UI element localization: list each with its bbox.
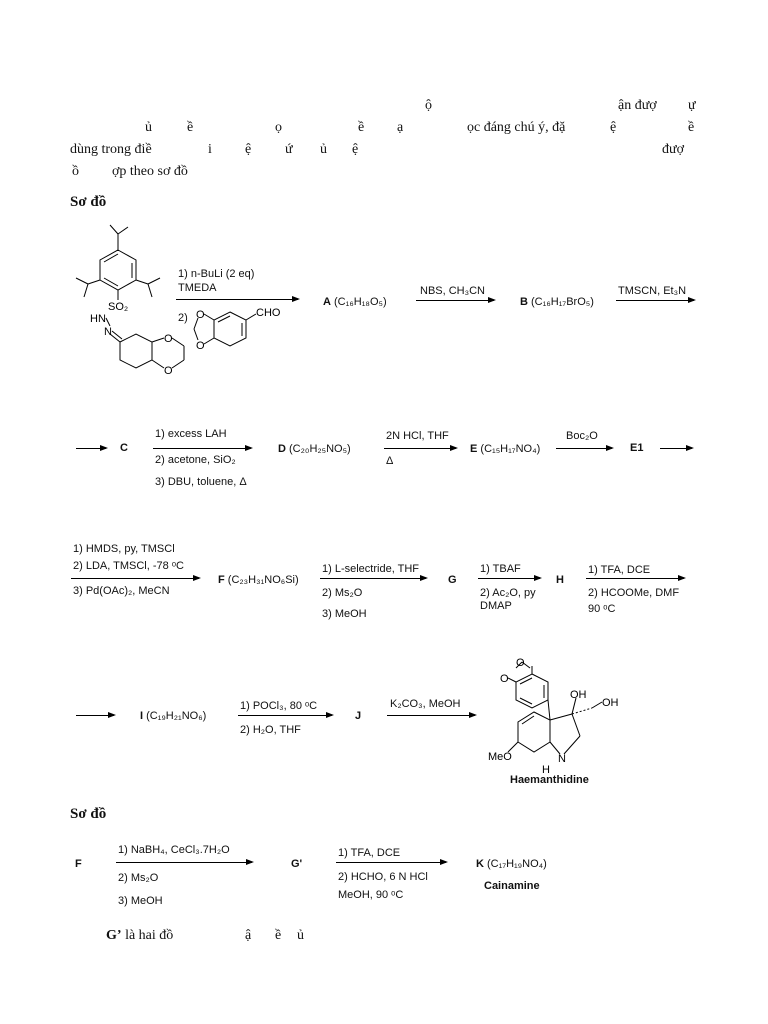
reaction-arrow	[660, 448, 692, 449]
step11-reagent-1: 1) POCl₃, 80 ᵒC	[240, 700, 318, 712]
intro-fragment: i	[208, 142, 212, 157]
step5-reagent-1: 2N HCl, THF	[386, 430, 449, 442]
step10-reagent-1: 1) TFA, DCE	[588, 564, 651, 576]
oxygen-label: O	[164, 333, 173, 345]
reaction-arrow	[336, 862, 446, 863]
g-prime-label: G’	[106, 928, 122, 943]
step4-reagent-3: 3) DBU, toluene, Δ	[155, 476, 247, 488]
s2-step2-reagent-2: 2) HCHO, 6 N HCl	[338, 871, 428, 883]
reaction-arrow	[556, 448, 612, 449]
compound-j: J	[355, 710, 362, 722]
reaction-arrow	[176, 299, 298, 300]
oxygen-label: O	[516, 657, 525, 669]
intro-fragment: ồ	[72, 164, 79, 179]
hydroxyl-label: OH	[570, 689, 587, 701]
oxygen-label: O	[500, 673, 509, 685]
step9-reagent-2: 2) Ac₂O, py	[480, 587, 536, 599]
compound-f-scheme2: F	[75, 858, 82, 870]
footer-note: G’ là hai đồ	[106, 928, 174, 943]
compound-f: F (C₂₃H₃₁NO₆Si)	[218, 574, 299, 586]
step2-reagent: NBS, CH₃CN	[420, 285, 485, 297]
compound-a: A (C₁₆H₁₈O₅)	[323, 296, 387, 308]
intro-fragment: ề	[688, 120, 695, 135]
compound-g: G	[448, 574, 457, 586]
oxygen-label: O	[164, 365, 173, 377]
scheme1-heading: Sơ đồ	[70, 194, 107, 210]
hn-label: HN	[90, 313, 106, 325]
intro-fragment: ệ	[610, 120, 617, 135]
step4-reagent-2: 2) acetone, SiO₂	[155, 454, 236, 466]
step3-reagent: TMSCN, Et₃N	[618, 285, 687, 297]
step10-reagent-3: 90 ᵒC	[588, 603, 616, 615]
cainamine-name: Cainamine	[484, 880, 540, 892]
intro-fragment: dùng trong điề	[70, 142, 152, 157]
compound-e: E (C₁₅H₁₇NO₄)	[470, 443, 541, 455]
haemanthidine-structure	[488, 656, 638, 786]
s2-step1-reagent-3: 3) MeOH	[118, 895, 163, 907]
step6-reagent: Boc₂O	[566, 430, 598, 442]
n-label: N	[104, 326, 112, 338]
reaction-arrow	[586, 578, 684, 579]
step7-reagent-3: 3) Pd(OAc)₂, MeCN	[73, 585, 170, 597]
so2-label: SO₂	[108, 301, 129, 313]
reaction-arrow	[384, 448, 456, 449]
reaction-arrow	[76, 715, 114, 716]
piperonal-structure	[192, 302, 282, 354]
reaction-arrow	[478, 578, 540, 579]
intro-fragment: ề	[358, 120, 365, 135]
intro-fragment: ự	[688, 98, 696, 113]
oxygen-label: O	[196, 309, 205, 321]
intro-fragment: ủ	[320, 142, 327, 157]
hydrogen-label: H	[542, 764, 550, 776]
step5-reagent-2: Δ	[386, 455, 394, 467]
reaction-arrow	[116, 862, 252, 863]
compound-i: I (C₁₉H₂₁NO₆)	[140, 710, 207, 722]
intro-fragment: ận đượ	[618, 98, 657, 113]
intro-fragment: ộ	[425, 98, 432, 113]
reaction-arrow	[416, 300, 494, 301]
step1-reagent-3: 2)	[178, 312, 188, 324]
intro-fragment: ệ	[245, 142, 252, 157]
reaction-arrow	[238, 715, 332, 716]
s2-step2-reagent-3: MeOH, 90 ᵒC	[338, 889, 404, 901]
step1-reagent-2: TMEDA	[178, 282, 217, 294]
reaction-arrow	[616, 300, 694, 301]
step8-reagent-1: 1) L-selectride, THF	[322, 563, 419, 575]
step4-reagent-1: 1) excess LAH	[155, 428, 227, 440]
haemanthidine-name: Haemanthidine	[510, 774, 589, 786]
reaction-arrow	[153, 448, 251, 449]
intro-fragment: ọ	[275, 120, 282, 135]
intro-fragment: ề	[187, 120, 194, 135]
scheme2-heading: Sơ đồ	[70, 806, 107, 822]
footer-fragment: ề	[275, 928, 282, 943]
footer-fragment: ủ	[297, 928, 304, 943]
intro-fragment: ủ	[145, 120, 152, 135]
s2-step1-reagent-1: 1) NaBH₄, CeCl₃.7H₂O	[118, 844, 230, 856]
compound-h: H	[556, 574, 564, 586]
step1-reagent-1: 1) n-BuLi (2 eq)	[178, 268, 255, 280]
step12-reagent: K₂CO₃, MeOH	[390, 698, 461, 710]
step8-reagent-2: 2) Ms₂O	[322, 587, 363, 599]
intro-fragment: đượ	[662, 142, 684, 157]
compound-b: B (C₁₆H₁₇BrO₅)	[520, 296, 594, 308]
s2-step2-reagent-1: 1) TFA, DCE	[338, 847, 401, 859]
footer-fragment: ậ	[245, 928, 252, 943]
intro-fragment: ệ	[352, 142, 359, 157]
intro-fragment: ợp theo sơ đồ	[112, 164, 188, 179]
compound-e1: E1	[630, 442, 644, 454]
step7-reagent-1: 1) HMDS, py, TMSCl	[73, 543, 175, 555]
oxygen-label: O	[196, 340, 205, 352]
intro-fragment: ọc đáng chú ý, đặ	[467, 120, 566, 135]
intro-fragment: ạ	[397, 120, 404, 135]
reaction-arrow	[387, 715, 475, 716]
nitrogen-label: N	[558, 753, 566, 765]
reaction-arrow	[320, 578, 426, 579]
step10-reagent-2: 2) HCOOMe, DMF	[588, 587, 680, 599]
compound-c: C	[120, 442, 128, 454]
step9-reagent-3: DMAP	[480, 600, 512, 612]
step9-reagent-1: 1) TBAF	[480, 563, 521, 575]
hydroxyl-label: OH	[602, 697, 619, 709]
s2-step1-reagent-2: 2) Ms₂O	[118, 872, 159, 884]
starting-material-structure	[60, 222, 200, 392]
compound-d: D (C₂₀H₂₅NO₅)	[278, 443, 351, 455]
cho-label: CHO	[256, 307, 281, 319]
methoxy-label: MeO	[488, 751, 512, 763]
reaction-arrow	[76, 448, 106, 449]
compound-g-prime: G'	[291, 858, 303, 870]
step8-reagent-3: 3) MeOH	[322, 608, 367, 620]
reaction-arrow	[71, 578, 199, 579]
step7-reagent-2: 2) LDA, TMSCl, -78 ᵒC	[73, 560, 184, 572]
step11-reagent-2: 2) H₂O, THF	[240, 724, 301, 736]
intro-fragment: ứ	[285, 142, 293, 157]
compound-k: K (C₁₇H₁₉NO₄)	[476, 858, 547, 870]
